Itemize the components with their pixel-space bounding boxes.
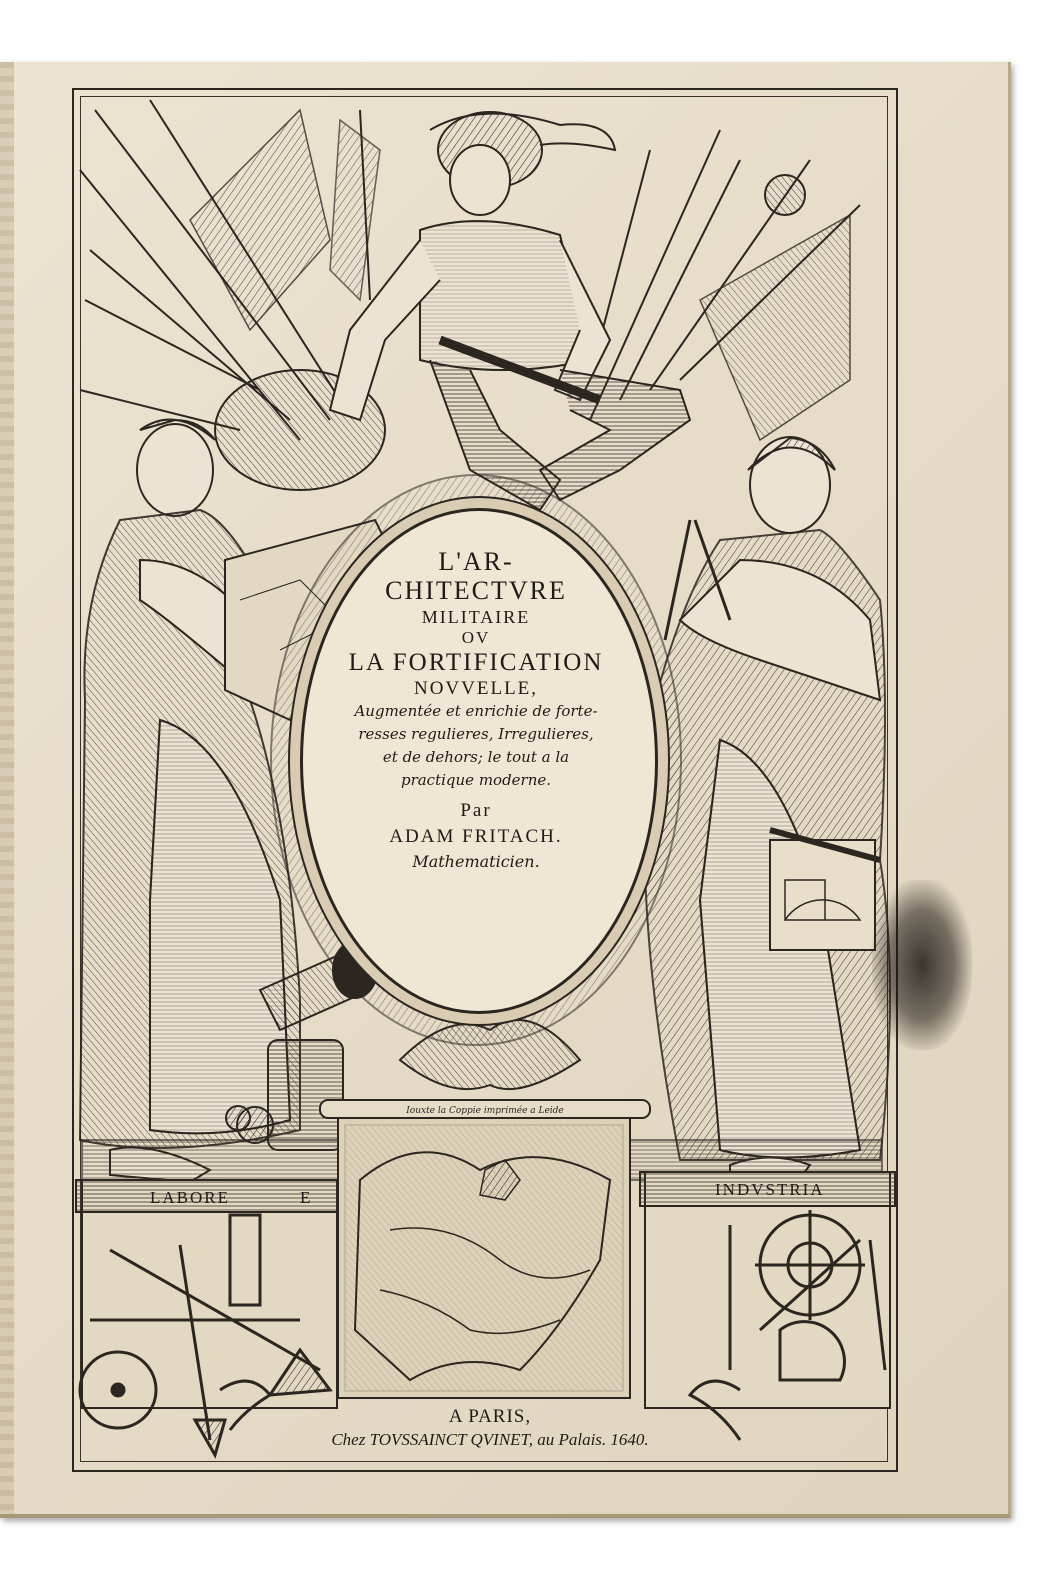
title-line-3: MILITAIRE — [421, 607, 531, 627]
subtitle-line-3: et de dehors; le tout a la — [382, 748, 570, 766]
right-woman-figure — [644, 437, 890, 1178]
title-line-6: NOVVELLE, — [413, 678, 539, 699]
warrior-figure — [330, 112, 690, 510]
author-role: Mathematicien. — [412, 852, 540, 871]
title-line-2: CHITECTVRE — [385, 576, 567, 605]
flag-top — [330, 120, 380, 300]
subtitle-line-1: Augmentée et enrichie de forte- — [354, 702, 598, 720]
ownership-stamp — [872, 880, 972, 1050]
title-block — [305, 548, 647, 874]
title-line-4: OV — [461, 628, 491, 647]
title-line-1: L'AR- — [438, 547, 514, 576]
flag-left — [190, 110, 330, 330]
flag-right — [700, 215, 850, 440]
map-banner-text: Iouxte la Coppie imprimée a Leide — [406, 1106, 564, 1116]
imprint-publisher: Chez TOVSSAINCT QVINET, au Palais. 1640. — [331, 1430, 649, 1449]
title-line-5: LA FORTIFICATION — [348, 649, 604, 676]
mace-head — [765, 175, 805, 215]
byline-par: Par — [460, 800, 492, 821]
barrel — [268, 1040, 343, 1150]
imprint-city: A PARIS, — [448, 1406, 532, 1427]
subtitle-line-4: practique moderne. — [400, 771, 552, 789]
pedestal-label-right: INDVSTRIA — [715, 1180, 825, 1199]
subtitle-line-2: resses regulieres, Irregulieres, — [358, 725, 594, 743]
pedestal-label-left-extra: E — [300, 1188, 313, 1207]
author-name: ADAM FRITACH. — [389, 826, 563, 847]
pedestal-label-left: LABORE — [150, 1188, 230, 1207]
